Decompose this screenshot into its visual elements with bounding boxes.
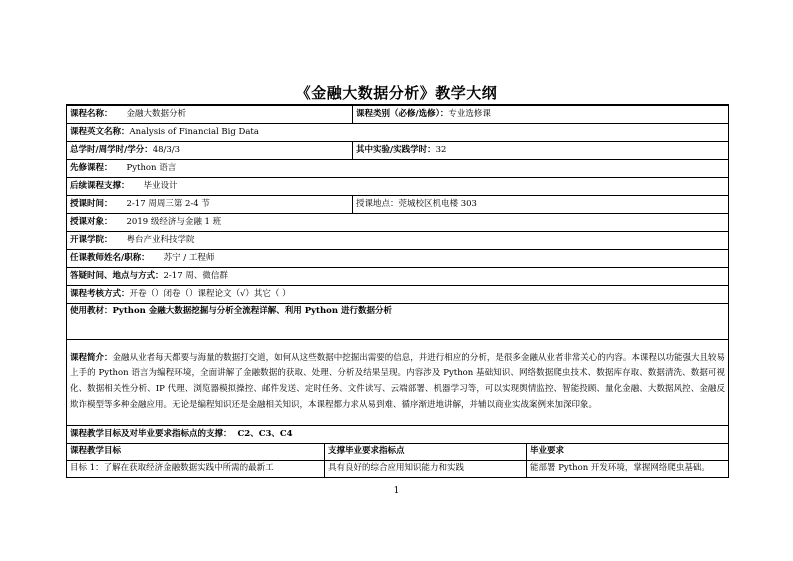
row-intro — [67, 339, 729, 425]
assessment-value: 开卷（）闭卷（）课程论文（√）其它（ ） — [129, 288, 291, 299]
objectives-header-row — [67, 443, 729, 460]
total-hours-label: 总学时/周学时/学分： — [70, 144, 153, 155]
row-hours — [67, 141, 729, 159]
follow-up-value: 毕业设计 — [143, 180, 178, 191]
objectives-header-goal: 课程教学目标 — [67, 443, 325, 460]
english-name-cell — [67, 123, 729, 141]
class-location-value: 莞城校区机电楼 303 — [398, 198, 477, 209]
objective-1-indicator: 具有良好的综合应用知识能力和实践 — [325, 460, 527, 477]
course-name-cell — [67, 105, 353, 123]
row-course-name — [67, 105, 729, 123]
intro-value: 金融从业者每天都要与海量的数据打交道，如何从这些数据中挖掘出需要的信息，并进行相应的分析，是很多金融从业者非常关心的内容。本课程以功能强大且较易上手的 Python 语言为编程环境，全面讲解了金融数据的获取、处理、分析及结果呈现。内容涉及 Python 基础知识、网络数据爬虫技术、数据库存取、数据清洗、数据可视化、数据相关性分析、IP 代理、浏览器模拟操控、邮件发送、定时任务、文件读写、云端部署、机器学习等，可以实现舆情监控、智能投顾、量化金融、大数据风控、金融反欺诈模型等多种金融应用。无论是编程知识还是金融相关知识，本课程都力求从易到难、循序渐进地讲解，并辅以商业实战案例来加深印象。 — [70, 352, 725, 410]
class-location-cell — [353, 195, 729, 213]
instructor-cell — [67, 249, 729, 267]
follow-up-cell — [67, 177, 729, 195]
students-cell — [67, 213, 729, 231]
total-hours-cell — [67, 141, 353, 159]
office-hours-cell — [67, 267, 729, 285]
row-school — [67, 231, 729, 249]
office-hours-label: 答疑时间、地点与方式： — [70, 270, 164, 281]
objectives-support-label: 课程教学目标及对毕业要求指标点的支撑： — [70, 428, 232, 439]
class-location-label: 授课地点： — [356, 198, 399, 209]
objective-1-requirement: 能部署 Python 开发环境，掌握网络爬虫基础。 — [527, 460, 729, 477]
objective-1-goal: 目标 1：了解在获取经济金融数据实践中所需的最新工 — [67, 460, 325, 477]
prerequisite-value: Python 语言 — [126, 162, 177, 173]
instructor-label: 任课教师姓名/职称： — [70, 252, 150, 263]
row-time-location — [67, 195, 729, 213]
course-category-label: 课程类别（必修/选修）： — [356, 108, 449, 119]
row-prerequisite — [67, 159, 729, 177]
lab-hours-label: 其中实验/实践学时： — [356, 144, 436, 155]
course-name-label: 课程名称： — [70, 108, 113, 119]
class-time-label: 授课时间： — [70, 198, 113, 209]
row-english-name — [67, 123, 729, 141]
course-name-value: 金融大数据分析 — [126, 108, 187, 119]
row-assessment — [67, 285, 729, 303]
english-name-label: 课程英文名称： — [70, 126, 130, 137]
objectives-header-requirement: 毕业要求 — [527, 443, 729, 460]
students-label: 授课对象： — [70, 216, 113, 227]
row-follow-up — [67, 177, 729, 195]
school-label: 开课学院： — [70, 234, 113, 245]
intro-cell — [67, 339, 729, 425]
objectives-support-cell — [67, 425, 729, 443]
textbook-label: 使用教材： — [70, 305, 113, 316]
intro-label: 课程简介： — [70, 352, 113, 363]
page-title: 《金融大数据分析》教学大纲 — [295, 84, 498, 102]
objectives-header-indicator: 支撑毕业要求指标点 — [325, 443, 527, 460]
row-objectives-support — [67, 425, 729, 443]
course-category-value: 专业选修课 — [448, 108, 491, 119]
follow-up-label: 后续课程支撑： — [70, 180, 130, 191]
row-instructor — [67, 249, 729, 267]
row-students — [67, 213, 729, 231]
prerequisite-label: 先修课程： — [70, 162, 113, 173]
textbook-cell — [67, 303, 729, 339]
instructor-value: 苏宁 / 工程师 — [163, 252, 215, 263]
class-time-value: 2-17 周周三第 2-4 节 — [126, 198, 210, 209]
english-name-value: Analysis of Financial Big Data — [129, 126, 259, 137]
class-time-cell — [67, 195, 353, 213]
lab-hours-value: 32 — [435, 144, 447, 155]
school-cell — [67, 231, 729, 249]
assessment-label: 课程考核方式： — [70, 288, 130, 299]
school-value: 粤台产业科技学院 — [126, 234, 195, 245]
prerequisite-cell — [67, 159, 729, 177]
total-hours-value: 48/3/3 — [152, 144, 181, 155]
students-value: 2019 级经济与金融 1 班 — [126, 216, 222, 227]
textbook-value: Python 金融大数据挖掘与分析全流程详解、利用 Python 进行数据分析 — [112, 305, 392, 316]
course-category-cell — [353, 105, 729, 123]
syllabus-table — [66, 104, 729, 478]
page-number: 1 — [393, 486, 400, 496]
lab-hours-cell — [353, 141, 729, 159]
row-textbook — [67, 303, 729, 339]
table-row — [67, 460, 729, 477]
office-hours-value: 2-17 周、微信群 — [163, 270, 228, 281]
assessment-cell — [67, 285, 729, 303]
row-office-hours — [67, 267, 729, 285]
objectives-support-value: C2、C3、C4 — [237, 428, 293, 439]
